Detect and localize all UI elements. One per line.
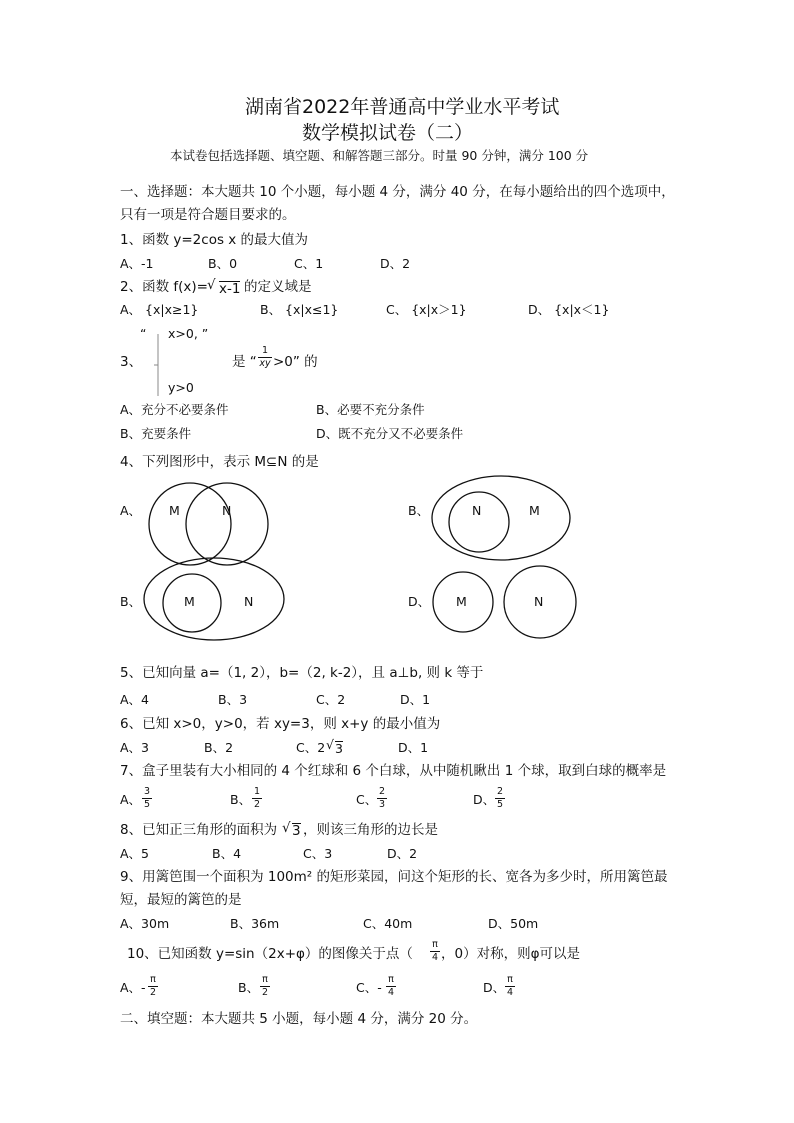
q5-stem: 5、已知向量 a=（1, 2），b=（2, k-2），且 a⊥b, 则 k 等于 <box>120 665 484 681</box>
q7-b-numerator: 1 <box>253 786 261 797</box>
q10-b-denominator: 2 <box>261 986 269 998</box>
q10-point-fraction <box>430 940 440 962</box>
q5-option-b: B、3 <box>218 692 248 707</box>
exam-info: 本试卷包括选择题、填空题、和解答题三部分。时量 90 分钟，满分 100 分 <box>170 148 589 163</box>
q10-option-a-fraction <box>148 975 158 997</box>
venn-b-inner-n <box>449 492 509 552</box>
q7-option-d-fraction <box>495 787 505 809</box>
q3-after-text: >0” 的 <box>273 354 318 370</box>
q9-option-b: B、36m <box>230 916 280 931</box>
q7-d-numerator: 2 <box>496 786 504 797</box>
q3-is-text: 是 “ <box>232 354 257 370</box>
q3-option-c: B、充要条件 <box>120 426 192 441</box>
q7-c-numerator: 2 <box>378 786 386 797</box>
q3-condition-x: x>0, ” <box>168 326 209 341</box>
q6-option-d: D、1 <box>398 740 429 755</box>
q7-option-a-fraction <box>142 787 152 809</box>
section1-heading-line1: 一、选择题：本大题共 10 个小题，每小题 4 分，满分 40 分，在每小题给出的四个选项中， <box>120 184 675 200</box>
q1-option-c: C、1 <box>294 256 324 271</box>
q8-radical-sign: √ <box>282 820 291 836</box>
q10-option-b-fraction <box>260 975 270 997</box>
q10-stem-pre: 10、已知函数 y=sin（2x+φ）的图像关于点（ <box>127 946 413 962</box>
venn-c-outer-n <box>144 558 284 640</box>
q3-option-a: A、充分不必要条件 <box>120 402 229 417</box>
q7-d-denominator: 5 <box>496 798 504 810</box>
q3-fraction-numerator: 1 <box>258 346 272 358</box>
q10-option-c-fraction <box>386 975 396 997</box>
q9-stem-line1: 9、用篱笆围一个面积为 100m² 的矩形菜园，问这个矩形的长、宽各为多少时，所用篱笆最 <box>120 869 668 885</box>
q10-a-denominator: 2 <box>149 986 157 998</box>
exam-title: 湖南省2022年普通高中学业水平考试 <box>245 96 560 118</box>
q7-option-c: C、 <box>356 792 378 807</box>
q7-a-denominator: 5 <box>143 798 151 810</box>
q2-option-b: B、 {x|x≤1} <box>260 302 339 317</box>
q3-option-b: B、必要不充分条件 <box>316 402 425 417</box>
exam-subtitle: 数学模拟试卷（二） <box>302 122 474 144</box>
venn-a-circle-n <box>186 483 268 565</box>
venn-a-circle-m <box>149 483 231 565</box>
q6-option-c-prefix: C、2 <box>296 740 326 755</box>
q4-option-a: A、 <box>120 503 142 518</box>
q10-option-b: B、 <box>238 980 260 995</box>
q9-option-c: C、40m <box>363 916 413 931</box>
q4-option-d: D、 <box>408 594 431 609</box>
q10-point-numerator: π <box>430 940 440 952</box>
q7-option-b: B、 <box>230 792 252 807</box>
venn-c-label-n: N <box>244 594 254 609</box>
q2-option-d: D、 {x|x＜1} <box>528 302 610 317</box>
q3-option-d: D、既不充分又不必要条件 <box>316 426 464 441</box>
q10-option-d-fraction <box>505 975 515 997</box>
q2-radical-sign: √ <box>207 277 216 293</box>
q6-option-c-radicand: 3 <box>335 741 343 756</box>
venn-a-label-m: M <box>169 503 180 518</box>
q7-option-a: A、 <box>120 792 142 807</box>
q10-b-numerator: π <box>260 975 270 987</box>
q7-option-d: D、 <box>473 792 496 807</box>
venn-c-label-m: M <box>184 594 195 609</box>
q10-option-d: D、 <box>483 980 506 995</box>
q10-point-denominator: 4 <box>431 951 439 963</box>
q1-option-b: B、0 <box>208 256 238 271</box>
q8-stem-pre: 8、已知正三角形的面积为 <box>120 822 278 838</box>
q7-option-c-fraction <box>377 787 387 809</box>
q7-stem: 7、盒子里装有大小相同的 4 个红球和 6 个白球，从中随机瞅出 1 个球，取到白球的概率是 <box>120 763 667 779</box>
q7-option-b-fraction <box>252 787 262 809</box>
q3-quote-open: “ <box>140 326 147 341</box>
venn-b-outer-m <box>432 476 570 560</box>
q8-option-c: C、3 <box>303 846 333 861</box>
q4-stem: 4、下列图形中，表示 M⊆N 的是 <box>120 454 319 470</box>
section1-heading-line2: 只有一项是符合题目要求的。 <box>120 207 296 223</box>
q3-fraction-denominator: xy <box>259 357 271 369</box>
q2-stem-post: 的定义域是 <box>244 279 312 295</box>
q10-option-c: C、- <box>356 980 382 995</box>
q8-stem-post: ，则该三角形的边长是 <box>303 822 438 838</box>
venn-b-label-m: M <box>529 503 540 518</box>
q7-c-denominator: 3 <box>378 798 386 810</box>
venn-b-label-n: N <box>472 503 482 518</box>
q5-option-c: C、2 <box>316 692 346 707</box>
q8-option-b: B、4 <box>212 846 242 861</box>
q10-c-numerator: π <box>386 975 396 987</box>
venn-d-label-m: M <box>456 594 467 609</box>
q5-option-d: D、1 <box>400 692 431 707</box>
q6-option-c-radical: √ <box>326 737 334 752</box>
q9-stem-line2: 短，最短的篱笆的是 <box>120 892 242 908</box>
q3-number: 3、 <box>120 354 143 370</box>
q8-radicand: 3 <box>292 823 301 839</box>
q9-option-d: D、50m <box>488 916 539 931</box>
q9-option-a: A、30m <box>120 916 170 931</box>
q1-stem: 1、函数 y=2cos x 的最大值为 <box>120 232 309 248</box>
q8-option-d: D、2 <box>387 846 418 861</box>
q7-a-numerator: 3 <box>143 786 151 797</box>
q8-option-a: A、5 <box>120 846 150 861</box>
q4-option-c: B、 <box>120 594 142 609</box>
section2-heading: 二、填空题：本大题共 5 小题，每小题 4 分，满分 20 分。 <box>120 1011 478 1027</box>
q10-d-denominator: 4 <box>506 986 514 998</box>
q10-c-denominator: 4 <box>387 986 395 998</box>
q6-option-a: A、3 <box>120 740 150 755</box>
q5-option-a: A、4 <box>120 692 150 707</box>
q10-d-numerator: π <box>505 975 515 987</box>
q10-option-a: A、- <box>120 980 146 995</box>
venn-d-label-n: N <box>534 594 544 609</box>
q7-b-denominator: 2 <box>253 798 261 810</box>
q1-option-d: D、2 <box>380 256 411 271</box>
q4-option-b: B、 <box>408 503 430 518</box>
q3-condition-y: y>0 <box>168 380 194 395</box>
q2-option-c: C、 {x|x＞1} <box>386 302 467 317</box>
venn-a-label-n: N <box>222 503 232 518</box>
q10-a-numerator: π <box>148 975 158 987</box>
q2-radicand: x-1 <box>219 281 241 297</box>
q6-option-b: B、2 <box>204 740 234 755</box>
q10-stem-post: ，0）对称，则φ可以是 <box>441 946 580 962</box>
q2-option-a: A、 {x|x≥1} <box>120 302 199 317</box>
q1-option-a: A、-1 <box>120 256 154 271</box>
q6-stem: 6、已知 x>0，y>0，若 xy=3，则 x+y 的最小值为 <box>120 716 441 732</box>
q2-stem-pre: 2、函数 f(x)= <box>120 279 208 295</box>
